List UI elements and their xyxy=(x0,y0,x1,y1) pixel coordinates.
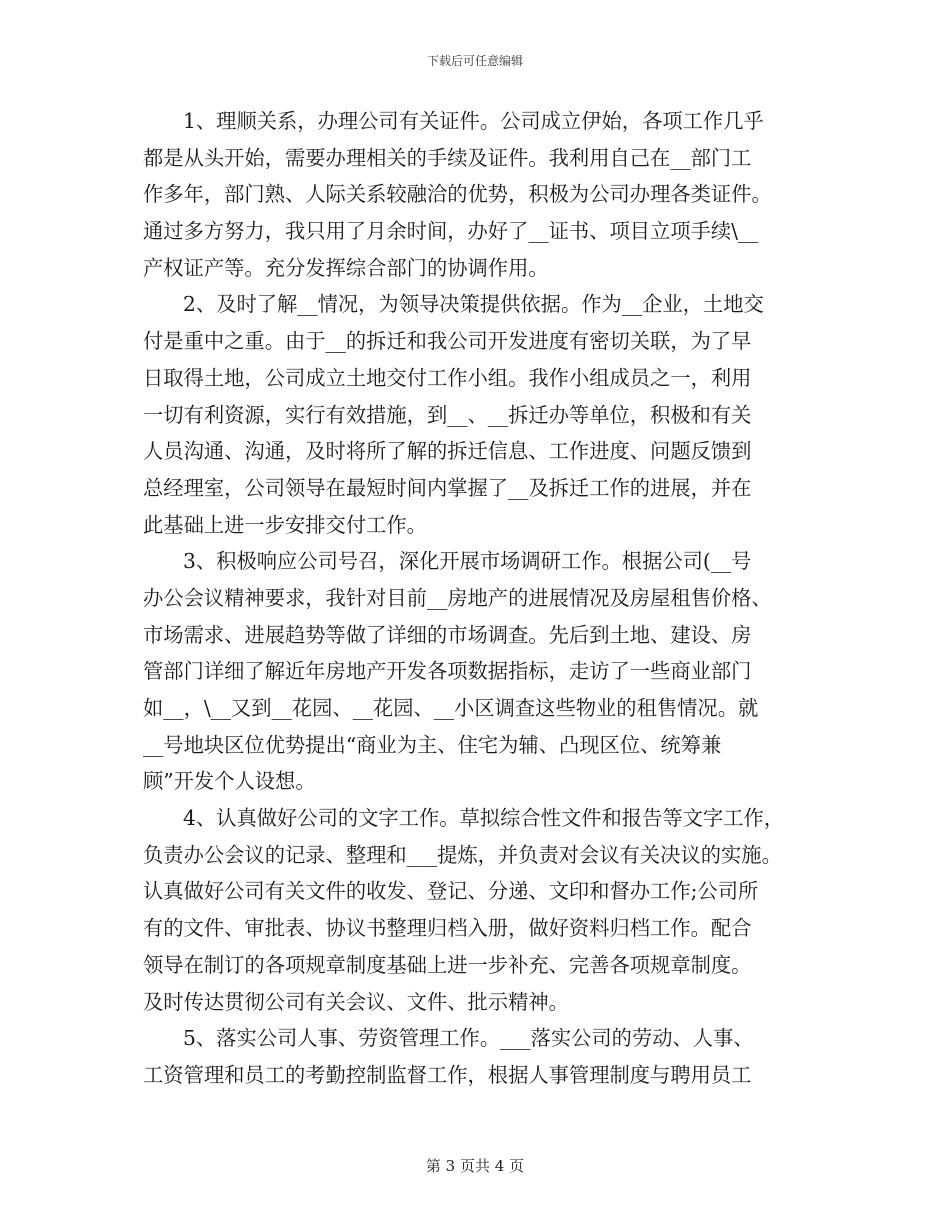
text-line: 日取得土地，公司成立土地交付工作小组。我作小组成员之一，利用 xyxy=(143,365,752,390)
text-line: 顾”开发个人设想。 xyxy=(143,769,316,794)
text-line: 3、积极响应公司号召，深化开展市场调研工作。根据公司(__号 xyxy=(183,549,752,574)
text-line: 付是重中之重。由于__的拆迁和我公司开发进度有密切关联，为了早 xyxy=(143,329,752,354)
paragraph-2 xyxy=(143,286,815,543)
paragraph-4 xyxy=(143,800,815,1020)
text-line: 领导在制订的各项规章制度基础上进一步补充、完善各项规章制度。 xyxy=(143,952,752,977)
page-number-footer: 第 3 页共 4 页 xyxy=(425,1157,525,1175)
text-line: 1、理顺关系，办理公司有关证件。公司成立伊始，各项工作几乎 xyxy=(183,109,764,133)
text-line: 如__，\__又到__花园、__花园、__小区调查这些物业的租售情况。就 xyxy=(143,696,759,720)
text-line: 5、落实公司人事、劳资管理工作。___落实公司的劳动、人事、 xyxy=(183,1026,754,1051)
page-header: 下载后可任意编辑 xyxy=(426,54,523,68)
text-line: __号地块区位优势提出“商业为主、住宅为辅、凸现区位、统筹兼 xyxy=(143,732,722,757)
text-line: 产权证产等。充分发挥综合部门的协调作用。 xyxy=(143,255,549,280)
text-line: 市场需求、进展趋势等做了详细的市场调查。先后到土地、建设、房 xyxy=(143,622,752,647)
paragraph-3 xyxy=(143,543,815,800)
text-line: 都是从头开始，需要办理相关的手续及证件。我利用自己在__部门工 xyxy=(143,145,752,170)
text-line: 负责办公会议的记录、整理和___提炼，并负责对会议有关决议的实施。 xyxy=(143,842,782,867)
paragraph-5 xyxy=(143,1020,815,1093)
paragraph-1 xyxy=(143,103,815,286)
document-body xyxy=(143,103,815,1094)
text-line: 4、认真做好公司的文字工作。草拟综合性文件和报告等文字工作， xyxy=(183,806,785,831)
text-line: 作多年，部门熟、人际关系较融洽的优势，积极为公司办理各类证件。 xyxy=(143,182,772,207)
text-line: 及时传达贯彻公司有关会议、文件、批示精神。 xyxy=(143,989,569,1014)
text-line: 管部门详细了解近年房地产开发各项数据指标，走访了一些商业部门 xyxy=(143,659,752,684)
text-line: 人员沟通、沟通，及时将所了解的拆迁信息、工作进度、问题反馈到 xyxy=(143,439,752,464)
text-line: 有的文件、审批表、协议书整理归档入册，做好资料归档工作。配合 xyxy=(143,916,752,941)
text-line: 总经理室，公司领导在最短时间内掌握了__及拆迁工作的进展，并在 xyxy=(143,475,752,500)
text-line: 认真做好公司有关文件的收发、登记、分递、文印和督办工作;公司所 xyxy=(143,879,759,904)
text-line: 办公会议精神要求，我针对目前__房地产的进展情况及房屋租售价格、 xyxy=(143,585,772,610)
text-line: 一切有利资源，实行有效措施，到__、__拆迁办等单位，积极和有关 xyxy=(143,402,752,427)
text-line: 工资管理和员工的考勤控制监督工作，根据人事管理制度与聘用员工 xyxy=(143,1062,752,1087)
text-line: 2、及时了解__情况，为领导决策提供依据。作为__企业，土地交 xyxy=(183,292,764,317)
text-line: 此基础上进一步安排交付工作。 xyxy=(143,512,427,537)
text-line: 通过多方努力，我只用了月余时间，办好了__证书、项目立项手续\__ xyxy=(143,219,759,244)
